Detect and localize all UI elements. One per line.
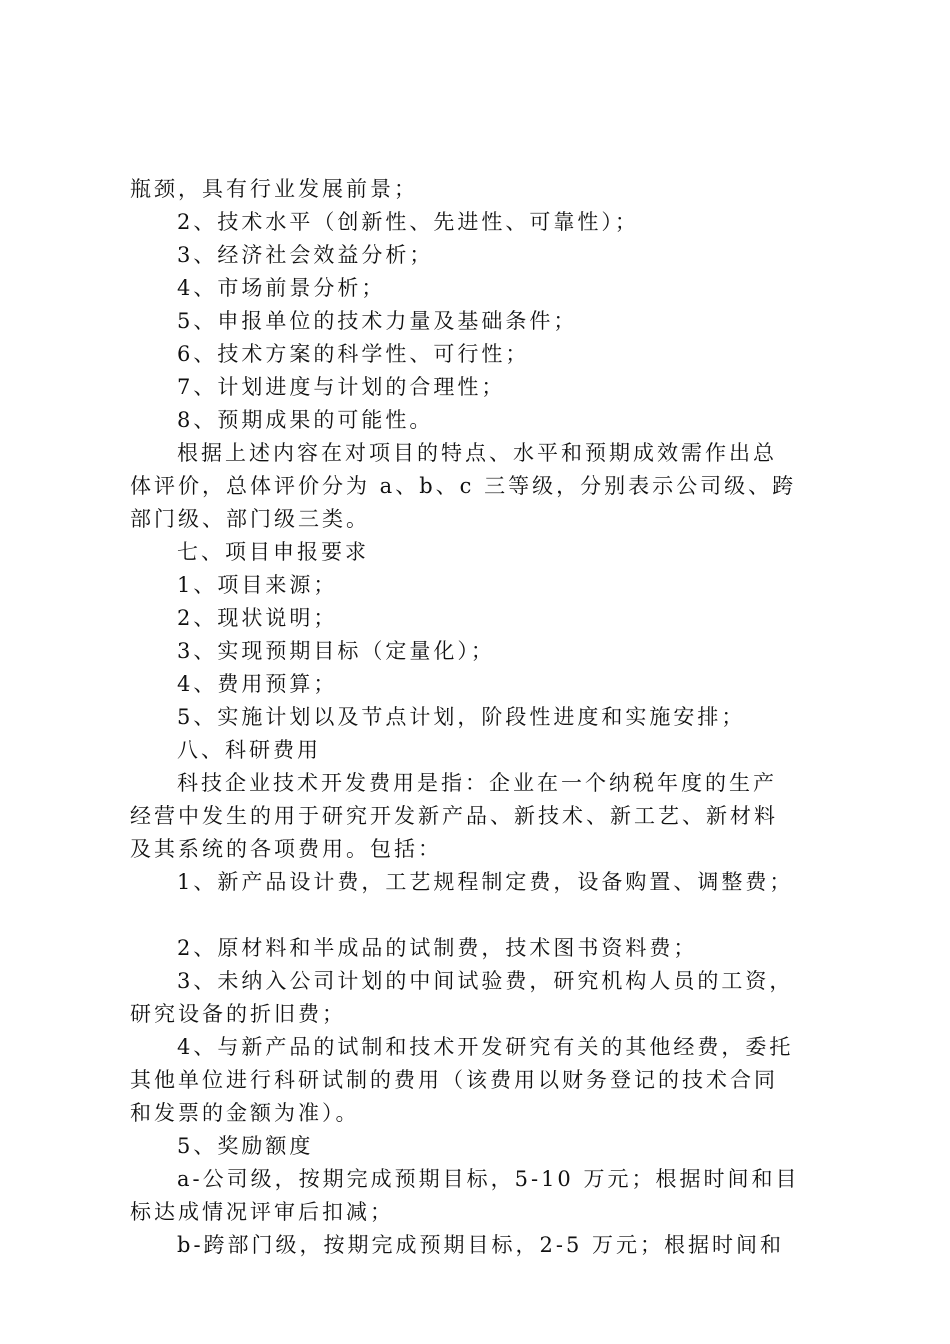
document-body [130,173,835,1262]
text-line: 4、市场前景分析； [177,276,386,300]
text-line: 2、技术水平（创新性、先进性、可靠性）； [177,210,639,234]
text-line: b-跨部门级，按期完成预期目标，2-5 万元；根据时间和 [177,1233,785,1257]
text-line: 2、原材料和半成品的试制费，技术图书资料费； [177,936,698,960]
section-heading: 七、项目申报要求 [177,540,369,564]
text-line: 其他单位进行科研试制的费用（该费用以财务登记的技术合同 [130,1068,778,1092]
text-line: 1、新产品设计费，工艺规程制定费，设备购置、调整费； [177,870,794,894]
text-line: 及其系统的各项费用。包括： [130,837,442,861]
text-line: 2、现状说明； [177,606,338,630]
text-line: 和发票的金额为准）。 [130,1101,360,1125]
text-line: a-公司级，按期完成预期目标，5-10 万元；根据时间和目 [177,1167,800,1191]
text-line: 7、计划进度与计划的合理性； [177,375,506,399]
blank-line [130,899,835,932]
text-line: 3、经济社会效益分析； [177,243,434,267]
text-line: 标达成情况评审后扣减； [130,1200,394,1224]
text-line: 3、实现预期目标（定量化）； [177,639,495,663]
text-line: 1、项目来源； [177,573,338,597]
text-line: 体评价，总体评价分为 a、b、c 三等级，分别表示公司级、跨 [130,474,797,498]
text-line: 4、费用预算； [177,672,338,696]
text-line: 经营中发生的用于研究开发新产品、新技术、新工艺、新材料 [130,804,778,828]
text-line: 5、奖励额度 [177,1134,314,1158]
text-line: 研究设备的折旧费； [130,1002,346,1026]
text-line: 8、预期成果的可能性。 [177,408,434,432]
text-line: 科技企业技术开发费用是指：企业在一个纳税年度的生产 [177,771,777,795]
text-line: 5、申报单位的技术力量及基础条件； [177,309,578,333]
text-line: 6、技术方案的科学性、可行性； [177,342,530,366]
text-line: 3、未纳入公司计划的中间试验费，研究机构人员的工资， [177,969,794,993]
text-line: 部门级、部门级三类。 [130,507,370,531]
text-line: 5、实施计划以及节点计划，阶段性进度和实施安排； [177,705,746,729]
text-line: 4、与新产品的试制和技术开发研究有关的其他经费，委托 [177,1035,794,1059]
text-line: 根据上述内容在对项目的特点、水平和预期成效需作出总 [177,441,777,465]
section-heading: 八、科研费用 [177,738,321,762]
text-line: 瓶颈，具有行业发展前景； [130,177,418,201]
